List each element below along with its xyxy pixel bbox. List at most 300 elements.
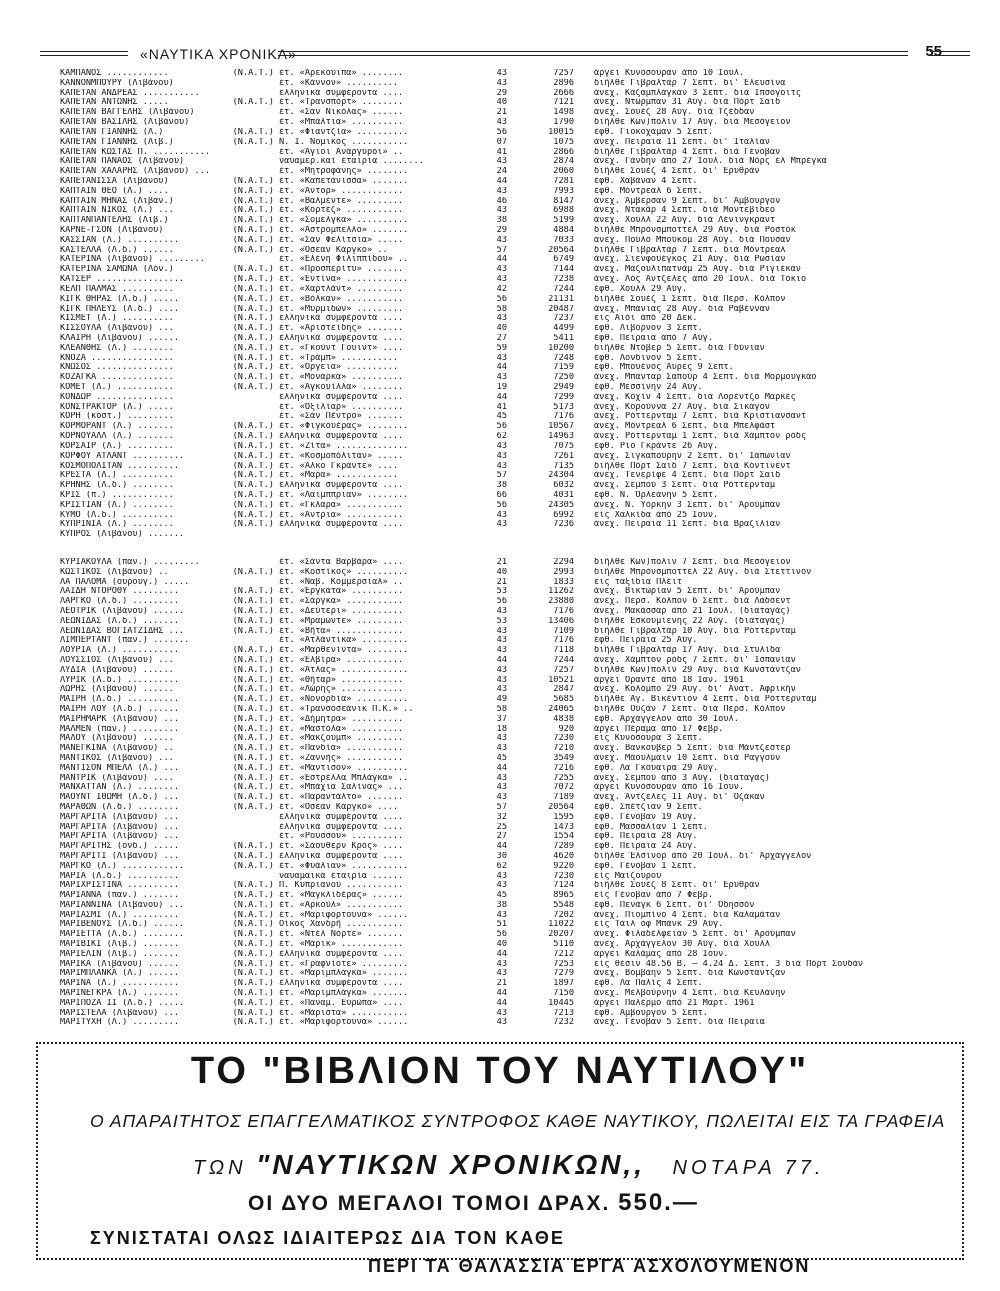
ship-name: ΚΑΠΤΑΙΝ ΝΙΚΟΣ (Λ.) ... bbox=[60, 206, 174, 216]
movement: ἀνεχ. Βανκοῦβερ 5 Σεπτ. διὰ Μάντζεστερ bbox=[594, 744, 791, 754]
movement: ἀνεχ. Καζαμπλάγκαν 3 Σεπτ. διὰ Ἰπσογοΐτς bbox=[594, 88, 801, 98]
table-row bbox=[60, 442, 960, 452]
movement: ἐφθ. Πειραιᾶ 25 Αὐγ. bbox=[594, 636, 698, 646]
ship-name: ΚΥΡΙΑΚΟΥΛΑ (παν.) ......... bbox=[60, 558, 200, 567]
ship-name: ΜΑΡΙΧΡΙΣΤΙΝΑ .......... bbox=[60, 881, 179, 891]
year: 43 bbox=[496, 353, 507, 363]
ad-line-3 bbox=[248, 1189, 699, 1217]
flag-tag: (Ν.Α.Τ.) bbox=[232, 226, 274, 235]
table-row bbox=[60, 363, 960, 373]
tonnage: 8147 bbox=[553, 196, 574, 206]
table-row bbox=[60, 666, 960, 676]
ship-name: ΚΡΗΝΗΣ (Λ.δ.) ........ bbox=[60, 481, 174, 491]
ship-name: ΛΑ ΠΑΛΟΜΑ (ουρουγ.) ..... bbox=[60, 577, 190, 587]
flag-tag: (Ν.Α.Τ.) bbox=[232, 343, 274, 353]
ship-name: ΜΑΡΙΠΟΖΑ ΙΙ (Λ.δ.) ..... bbox=[60, 998, 185, 1008]
year: 43 bbox=[496, 734, 507, 744]
ship-name: ΚΙΣΣΟΥΛΑ (Λιβάνου) ... bbox=[60, 324, 174, 334]
owner: ἐτ. «Μακζουμπ» ......... bbox=[279, 734, 404, 744]
year: 43 bbox=[496, 461, 507, 471]
table-row bbox=[60, 216, 960, 226]
ad-line-4: ΣΥΝΙΣΤΑΤΑΙ ΟΛΩΣ ΙΔΙΑΙΤΕΡΩΣ ΔΙΑ ΤΟΝ ΚΑΘΕ bbox=[90, 1228, 565, 1248]
owner: ἐτ. «Ναβ. Κομμέρσιαλ» .. bbox=[279, 577, 404, 587]
year: 43 bbox=[496, 675, 507, 685]
movement: εἰς Γένοβαν ἀπὸ 7 Φεβρ. bbox=[594, 891, 713, 901]
year: 43 bbox=[496, 206, 507, 216]
year: 43 bbox=[496, 626, 507, 636]
year: 46 bbox=[496, 196, 507, 206]
movement: ἐφθ. Μόντρεαλ 6 Σεπτ. bbox=[594, 186, 703, 196]
table-row bbox=[60, 167, 960, 177]
tonnage: 5173 bbox=[553, 402, 574, 412]
owner: ἐτ. «Μπάλτια» .......... bbox=[279, 118, 404, 128]
owner: ἐτ. «Μαντισον» .......... bbox=[279, 763, 409, 773]
page-number: 55 bbox=[925, 43, 942, 60]
owner: ἐτ. «Παραντάλτο» ....... bbox=[279, 793, 404, 803]
flag-tag: (Ν.Α.Τ.) bbox=[232, 206, 274, 216]
year: 43 bbox=[496, 373, 507, 383]
tonnage: 7261 bbox=[553, 451, 574, 461]
tonnage: 7257 bbox=[553, 69, 574, 78]
tonnage: 13406 bbox=[548, 616, 574, 626]
owner: ἐτ. «Σάντα Βαρβάρα» .... bbox=[279, 558, 404, 567]
tonnage: 5110 bbox=[553, 940, 574, 950]
flag-tag: (Ν.Α.Τ.) bbox=[232, 245, 274, 255]
movement: διῆλθε Σουὲζ 1 Σεπτ. διὰ Περσ. Κόλπον bbox=[594, 294, 786, 304]
table-row bbox=[60, 685, 960, 695]
table-row bbox=[60, 862, 960, 872]
table-row bbox=[60, 832, 960, 842]
ship-name: ΜΑΡΙΤΥΧΗ (Λ.) ......... bbox=[60, 1018, 179, 1028]
year: 56 bbox=[496, 597, 507, 607]
tonnage: 24305 bbox=[548, 500, 574, 510]
owner: ἑλληνικὰ συμφέροντα .... bbox=[279, 812, 404, 822]
year: 43 bbox=[496, 773, 507, 783]
table-row bbox=[60, 587, 960, 597]
table-row bbox=[60, 578, 960, 588]
owner: ἐτ. «Ὀργεια» .......... bbox=[279, 363, 398, 373]
ship-name: ΜΑΝΧΑΤΤΑΝ (Λ.) ........ bbox=[60, 783, 179, 793]
table-row bbox=[60, 646, 960, 656]
ship-name: ΚΑΠΕΤΑΝΙΣΣΑ (Λιβάνου) bbox=[60, 176, 169, 186]
ship-name: ΜΑΡΙΝΕΓΚΡΑ (Λ.) ....... bbox=[60, 989, 179, 999]
year: 27 bbox=[496, 333, 507, 343]
table-row bbox=[60, 393, 960, 403]
movement: διῆλθε Γιβραλτὰρ 7 Σεπτ. διὰ Μόντρεαλ bbox=[594, 245, 786, 255]
year: 43 bbox=[496, 606, 507, 616]
year: 43 bbox=[496, 685, 507, 695]
year: 42 bbox=[496, 284, 507, 294]
tonnage: 7176 bbox=[553, 636, 574, 646]
ship-name: ΚΥΠΡΙΝΙΑ (Λ.) ........ bbox=[60, 520, 174, 530]
table-row bbox=[60, 636, 960, 646]
year: 29 bbox=[496, 226, 507, 235]
owner: ἐτ. «Γκοὺντ Γουϊντ» .... bbox=[279, 343, 404, 353]
movement: ἀνεχ. Ντῶρμπαν 31 Αὐγ. διὰ Πὸρτ Σαΐδ bbox=[594, 98, 781, 108]
table-row bbox=[60, 138, 960, 148]
tonnage: 7212 bbox=[553, 949, 574, 959]
flag-tag: (Ν.Α.Τ.) bbox=[232, 265, 274, 275]
tonnage: 10567 bbox=[548, 422, 574, 432]
flag-tag: (Ν.Α.Τ.) bbox=[232, 655, 274, 665]
owner: ἐτ. «Μονάρκα» .......... bbox=[279, 373, 404, 383]
ship-name: ΚΩΣΤΙΚΟΣ (Λιβάνου) .. bbox=[60, 567, 169, 577]
movement: διῆλθε Μπρόνσμποττελ 29 Αὐγ. διὰ Ροστὸκ bbox=[594, 226, 796, 235]
year: 45 bbox=[496, 753, 507, 763]
flag-tag: (Ν.Α.Τ.) bbox=[232, 616, 274, 626]
owner: ἐτ. «Ἄτλας» ............. bbox=[279, 665, 409, 675]
table-row bbox=[60, 108, 960, 118]
flag-tag: (Ν.Α.Τ.) bbox=[232, 695, 274, 705]
flag-tag: (Ν.Α.Τ.) bbox=[232, 461, 274, 471]
ship-name: ΚΑΠΕΤΑΝ ΒΑΣΙΛΗΣ (Λιβάνου) bbox=[60, 118, 190, 128]
movement: ἐφθ. Ἀρχάγγελον ἀπὸ 30 Ἰουλ. bbox=[594, 714, 739, 724]
owner: ἐτ. «Ὄσεαν Κάργκο» .. bbox=[279, 245, 388, 255]
movement: ἐφθ. Ν. Ὀρλεάνην 5 Σεπτ. bbox=[594, 490, 719, 500]
tonnage: 3549 bbox=[553, 753, 574, 763]
owner: ἐτ. «Ἄλκο Γκράντε» .... bbox=[279, 461, 398, 471]
owner: ἐτ. «Ἐστρέλλα Μπλάγκα» .. bbox=[279, 773, 409, 783]
year: 59 bbox=[496, 343, 507, 353]
table-row bbox=[60, 734, 960, 744]
table-row bbox=[60, 491, 960, 501]
owner: ἐτ. «Ἐντίνα» ............ bbox=[279, 275, 409, 285]
movement: διῆλθε Γιβραλτὰρ 4 Σεπτ. διὰ Γένοβαν bbox=[594, 147, 781, 157]
ship-name: ΜΑΡΙΒΙΚΙ (Λιβ.) ....... bbox=[60, 940, 179, 950]
header-rule-right bbox=[930, 51, 970, 52]
table-row bbox=[60, 793, 960, 803]
movement: ἀνεχ. Πειραιᾶ 11 Σεπτ. δι' Ἰταλίαν bbox=[594, 137, 770, 147]
year: 43 bbox=[496, 665, 507, 675]
tonnage: 20564 bbox=[548, 802, 574, 812]
movement: εἰς Τάϊλ ὀφ Μπάνκ 29 Αὐγ. bbox=[594, 920, 724, 930]
tonnage: 4031 bbox=[553, 490, 574, 500]
tonnage: 6992 bbox=[553, 510, 574, 520]
tonnage: 7257 bbox=[553, 665, 574, 675]
movement: εἰς Μαΐζουρου bbox=[594, 871, 662, 881]
movement: εἰς Κυνόσουρα 3 Σεπτ. bbox=[594, 734, 703, 744]
owner: ἑλληνικὰ συμφέροντα .... bbox=[279, 392, 404, 402]
ad-line-2-pre: ΤΩΝ bbox=[193, 1157, 247, 1179]
flag-tag: (Ν.Α.Τ.) bbox=[232, 333, 274, 343]
owner: ἐτ. «Ἄντορ» ............ bbox=[279, 186, 404, 196]
table-row bbox=[60, 813, 960, 823]
flag-tag: (Ν.Α.Τ.) bbox=[232, 500, 274, 510]
tonnage: 6988 bbox=[553, 206, 574, 216]
flag-tag: (Ν.Α.Τ.) bbox=[232, 587, 274, 597]
movement: ἀνεχ. Φιλαδέλφειαν 5 Σεπτ. δι' Ἀρούμπαν bbox=[594, 930, 796, 940]
table-row bbox=[60, 676, 960, 686]
flag-tag: (Ν.Α.Τ.) bbox=[232, 69, 274, 78]
flag-tag: (Ν.Α.Τ.) bbox=[232, 471, 274, 481]
tonnage: 920 bbox=[558, 724, 574, 734]
ship-name: ΚΟΡΣΑΙΡ (Λ.) ......... bbox=[60, 441, 174, 451]
year: 30 bbox=[496, 851, 507, 861]
flag-tag: (Ν.Α.Τ.) bbox=[232, 930, 274, 940]
year: 44 bbox=[496, 655, 507, 665]
year: 43 bbox=[496, 118, 507, 128]
year: 43 bbox=[496, 235, 507, 245]
year: 45 bbox=[496, 891, 507, 901]
owner: ἐτ. «Σάουθερν Κρός» .... bbox=[279, 842, 404, 852]
ship-name: ΚΙΓΚ ΘΗΡΑΣ (Λ.δ.) ..... bbox=[60, 294, 179, 304]
owner: ἐτ. «Φυάλιαν» ........... bbox=[279, 861, 409, 871]
owner: ἐτ. «Ὄσεαν Κάργκο» .... bbox=[279, 802, 398, 812]
flag-tag: (Ν.Α.Τ.) bbox=[232, 235, 274, 245]
table-row bbox=[60, 305, 960, 315]
flag-tag: (Ν.Α.Τ.) bbox=[232, 842, 274, 852]
ship-name: ΜΑΡΓΑΡΙΤΑ (Λιβάνου) ... bbox=[60, 812, 179, 822]
flag-tag: (Ν.Α.Τ.) bbox=[232, 940, 274, 950]
ship-name: ΚΟΖΑΓΚΑ .............. bbox=[60, 373, 174, 383]
owner: ἐτ. «Κάννον» .......... bbox=[279, 78, 398, 88]
flag-tag: (Ν.Α.Τ.) bbox=[232, 734, 274, 744]
movement: ἐφθ. Λονδῖνον 5 Σεπτ. bbox=[594, 353, 703, 363]
flag-tag: (Ν.Α.Τ.) bbox=[232, 451, 274, 461]
tonnage: 7189 bbox=[553, 793, 574, 803]
header-rule-middle bbox=[278, 51, 908, 52]
table-row bbox=[60, 187, 960, 197]
year: 43 bbox=[496, 744, 507, 754]
ad-address: ΝΟΤΑΡΑ 77. bbox=[672, 1157, 825, 1179]
owner: ἐτ. «Σὰν Νικόλας» ...... bbox=[279, 108, 404, 118]
tonnage: 7213 bbox=[553, 1008, 574, 1018]
ship-name: ΚΥΜΟ (Λ.δ.) .......... bbox=[60, 510, 174, 520]
ship-name: ΚΑΠΕΤΑΝ ΚΩΣΤΑΣ Π. ........... bbox=[60, 147, 211, 157]
tonnage: 2896 bbox=[553, 78, 574, 88]
ship-name: ΜΑΝΕΓΚΙΝΑ (Λιβάνου) .. bbox=[60, 744, 174, 754]
movement: ἀργεῖ Καλάμας ἀπὸ 28 Ἰουν. bbox=[594, 949, 729, 959]
table-row bbox=[60, 383, 960, 393]
year: 41 bbox=[496, 147, 507, 157]
year: 57 bbox=[496, 245, 507, 255]
movement: ἀνεχ. Γένοβαν 5 Σεπτ. διὰ Πειραιᾶ bbox=[594, 1018, 765, 1028]
owner: ἑλληνικὰ συμφέροντα .... bbox=[279, 314, 404, 324]
header-rule-right-2 bbox=[930, 55, 970, 56]
year: 43 bbox=[496, 157, 507, 167]
ship-name: ΚΙΓΚ ΠΗΛΕΥΣ (Λ.δ.) .... bbox=[60, 304, 179, 314]
table-row bbox=[60, 774, 960, 784]
tonnage: 1554 bbox=[553, 832, 574, 842]
ship-name: ΚΝΟΖΑ ................ bbox=[60, 353, 174, 363]
table-row bbox=[60, 148, 960, 158]
tonnage: 4838 bbox=[553, 714, 574, 724]
ship-name: ΚΕΛΠ ΠΑΛΜΑΣ .......... bbox=[60, 284, 174, 294]
year: 07 bbox=[496, 137, 507, 147]
movement: ἐφθ. Μασσαλίαν 1 Σεπτ. bbox=[594, 822, 708, 832]
tonnage: 7244 bbox=[553, 284, 574, 294]
table-row bbox=[60, 462, 960, 472]
movement: διῆλθε Οὐζὰν 7 Σεπτ. διὰ Περσ. Κόλπον bbox=[594, 704, 786, 714]
year: 43 bbox=[496, 793, 507, 803]
year: 56 bbox=[496, 422, 507, 432]
movement: ἀνεχ. Πειραιᾶ 11 Σεπτ. διὰ Βραζιλίαν bbox=[594, 520, 781, 530]
flag-tag: (Ν.Α.Τ.) bbox=[232, 959, 274, 969]
movement: ἀνεχ. Μακάσσαρ ἀπὸ 21 Ἰουλ. (διαταγὰς) bbox=[594, 606, 791, 616]
owner: ἐτ. «Μαριφορτοῦνα» ...... bbox=[279, 1018, 409, 1028]
flag-tag: (Ν.Α.Τ.) bbox=[232, 783, 274, 793]
owner: ἐτ. «Τράμπ» ........... bbox=[279, 353, 398, 363]
owner: ἐτ. «Νονορδία» .......... bbox=[279, 695, 409, 705]
owner: ἐτ. «Σὰν Φελίτσια» ..... bbox=[279, 235, 404, 245]
movement: διῆλθε Γιβραλτὰρ 7 Σεπτ. δι' Ἐλευσίνα bbox=[594, 78, 786, 88]
owner: ἐτ. «Μητροφάνης» ........ bbox=[279, 167, 409, 177]
tonnage: 5548 bbox=[553, 900, 574, 910]
owner: ἐτ. «Δήμητρα» .......... bbox=[279, 714, 404, 724]
table-row bbox=[60, 432, 960, 442]
year: 43 bbox=[496, 646, 507, 656]
ship-name: ΚΑΠΕΤΑΝ ΠΑΝΑΟΣ (Λιβάνου) bbox=[60, 157, 185, 167]
owner: ἑλληνικὰ συμφέροντα .... bbox=[279, 481, 404, 491]
flag-tag: (Ν.Α.Τ.) bbox=[232, 324, 274, 334]
table-row bbox=[60, 823, 960, 833]
owner: ἐτ. «Κορτέζ» ........... bbox=[279, 206, 404, 216]
movement: ἐφθ. Γένοβαν 1 Σεπτ. bbox=[594, 861, 698, 871]
movement: ἐφθ. Ρίο Γκράντε 26 Αὐγ. bbox=[594, 441, 719, 451]
table-row bbox=[60, 969, 960, 979]
ship-name: ΚΑΠΕΤΑΝ ΑΝΤΩΝΗΣ ..... bbox=[60, 98, 169, 108]
tonnage: 4620 bbox=[553, 851, 574, 861]
ship-register-table-bottom bbox=[60, 558, 960, 1028]
tonnage: 1790 bbox=[553, 118, 574, 128]
ship-name: ΚΥΠΡΟΣ (Λιβάνου) ....... bbox=[60, 530, 185, 540]
running-title: «ΝΑΥΤΙΚΑ ΧΡΟΝΙΚΑ» bbox=[140, 46, 297, 62]
year: 44 bbox=[496, 176, 507, 186]
ship-name: ΚΛΑΙΡΗ (Λιβάνου) ...... bbox=[60, 333, 179, 343]
table-row bbox=[60, 764, 960, 774]
tonnage: 7299 bbox=[553, 392, 574, 402]
tonnage: 7993 bbox=[553, 186, 574, 196]
owner: ἐτ. «Βόλκαν» ........... bbox=[279, 294, 404, 304]
year: 43 bbox=[496, 314, 507, 324]
movement: διῆλθε Πὸρτ Σαΐδ 7 Σεπτ. διὰ Κόντινεντ bbox=[594, 461, 791, 471]
tonnage: 7121 bbox=[553, 98, 574, 108]
year: 53 bbox=[496, 616, 507, 626]
movement: ἀνεχ. Βικτώρίαν 5 Σεπτ. δι' Ἀρούμπαν bbox=[594, 587, 781, 597]
movement: ἐφθ. Γιοκοχάμαν 5 Σεπτ. bbox=[594, 127, 713, 137]
ship-name: ΛΕΩΝΙΔΑΣ ΒΟΓΙΑΤΖΙΔΗΣ ... bbox=[60, 626, 185, 636]
owner: ἐτ. «Μαρθενίντα» ........ bbox=[279, 646, 409, 656]
year: 58 bbox=[496, 304, 507, 314]
owner: ἐτ. «Μυρμιδὼν» ......... bbox=[279, 304, 404, 314]
year: 40 bbox=[496, 324, 507, 334]
movement: ἐφθ. Λιβόρνον 3 Σεπτ. bbox=[594, 324, 703, 334]
movement: διῆλθε Ἔλσινορ ἀπὸ 20 Ἰουλ. δι' Ἀρχάγγελον bbox=[594, 851, 812, 861]
flag-tag: (Ν.Α.Τ.) bbox=[232, 373, 274, 383]
tonnage: 2866 bbox=[553, 147, 574, 157]
owner: ἐτ. «Λώρης» ............ bbox=[279, 685, 404, 695]
tonnage: 7033 bbox=[553, 235, 574, 245]
tonnage: 24065 bbox=[548, 704, 574, 714]
movement: διῆλθε Ντόβερ 5 Σεπτ. διὰ Γδύνιαν bbox=[594, 343, 765, 353]
owner: ἐτ. «Μαριμπλάγκα» ....... bbox=[279, 989, 409, 999]
year: 43 bbox=[496, 881, 507, 891]
ship-name: ΜΑΡΙΕΤΤΑ (Λ.δ.) ........ bbox=[60, 930, 185, 940]
flag-tag: (Ν.Α.Τ.) bbox=[232, 275, 274, 285]
year: 53 bbox=[496, 587, 507, 597]
year: 43 bbox=[496, 275, 507, 285]
year: 56 bbox=[496, 930, 507, 940]
flag-tag: (Ν.Α.Τ.) bbox=[232, 851, 274, 861]
movement: ἀνεχ. Σουὲζ 28 Αὐγ. διὰ Τζέδδαν bbox=[594, 108, 755, 118]
year: 66 bbox=[496, 490, 507, 500]
ship-name: ΚΑΠΕΤΑΝ ΑΝΔΡΕΑΣ ........... bbox=[60, 88, 200, 98]
tonnage: 20487 bbox=[548, 304, 574, 314]
ship-name: ΚΑΣΤΕΛΛΑ (Λ.δ.) ...... bbox=[60, 245, 174, 255]
flag-tag: (Ν.Α.Τ.) bbox=[232, 567, 274, 577]
movement: διῆλθε Κων)πολιν 29 Αὐγ. διὰ Κωνστάντζαν bbox=[594, 665, 801, 675]
movement: ἐφθ. Μεσσίνην 24 Αὐγ. bbox=[594, 383, 703, 392]
movement: εἰς ταξίδια Πλέϊτ bbox=[594, 577, 682, 587]
flag-tag: (Ν.Α.Τ.) bbox=[232, 989, 274, 999]
movement: ἀνεχ. Σεμπού ἀπὸ 3 Αὐγ. (διαταγὰς) bbox=[594, 773, 770, 783]
table-row bbox=[60, 979, 960, 989]
owner: ἐτ. «Ἀριστείδης» ....... bbox=[279, 324, 404, 334]
ship-name: ΛΕΩΝΙΔΑΣ (Λ.δ.) ....... bbox=[60, 616, 179, 626]
owner: ἐτ. «Καπετάνισσα» ....... bbox=[279, 176, 409, 186]
movement: ἐφθ. Πενὰγκ 6 Σεπτ. δι' Ὀδησσὸν bbox=[594, 900, 755, 910]
movement: διῆλθε Ἅγ. Βικέντιον 4 Σεπτ. διὰ Ρόττερνταμ bbox=[594, 695, 817, 705]
movement: ἀνεχ. Σεμπού 3 Σεπτ. διὰ Ρόττερνταμ bbox=[594, 481, 776, 491]
ship-name: ΚΙΣΜΕΤ (Λ.) .......... bbox=[60, 314, 174, 324]
owner: ἐτ. «Μαρα» ............ bbox=[279, 471, 398, 481]
flag-tag: (Ν.Α.Τ.) bbox=[232, 284, 274, 294]
owner: ἑλληνικὰ συμφέροντα .... bbox=[279, 979, 404, 989]
flag-tag: (Ν.Α.Τ.) bbox=[232, 1008, 274, 1018]
year: 18 bbox=[496, 724, 507, 734]
ship-name: ΜΑΡΙΑΣΜΙ (Λ.) ......... bbox=[60, 910, 179, 920]
flag-tag: (Ν.Α.Τ.) bbox=[232, 646, 274, 656]
table-row bbox=[60, 157, 960, 167]
movement: ἀνεχ. Μάουλμαιν 10 Σεπτ. διὰ Ραγγοὺν bbox=[594, 753, 781, 763]
owner: ἐτ. «Ἐργκάτα» .......... bbox=[279, 587, 404, 597]
tonnage: 6032 bbox=[553, 481, 574, 491]
owner: ἐτ. «Μαγκλιδέρας» ...... bbox=[279, 891, 404, 901]
table-row bbox=[60, 1018, 960, 1028]
table-row bbox=[60, 206, 960, 216]
owner: ἐτ. «Θῆταρ» ............ bbox=[279, 675, 404, 685]
flag-tag: (Ν.Α.Τ.) bbox=[232, 861, 274, 871]
year: 56 bbox=[496, 294, 507, 304]
owner: Ν. Ι. Νομικὸς ........... bbox=[279, 137, 409, 147]
year: 62 bbox=[496, 432, 507, 442]
movement: ἀνεχ. Μελβούρνην 4 Σεπτ. διὰ Κεϋλάνην bbox=[594, 989, 786, 999]
year: 44 bbox=[496, 363, 507, 373]
year: 19 bbox=[496, 383, 507, 392]
movement: διῆλθε Γιβραλτὰρ 10 Αὐγ. διὰ Ρόττερνταμ bbox=[594, 626, 796, 636]
owner: ἐτ. «Μαριφορτοῦνα» ...... bbox=[279, 910, 409, 920]
ship-name: ΚΑΠΕΤΑΝ ΒΑΓΓΕΛΗΣ (Λιβάνου) bbox=[60, 108, 195, 118]
flag-tag: (Ν.Α.Τ.) bbox=[232, 597, 274, 607]
flag-tag: (Ν.Α.Τ.) bbox=[232, 763, 274, 773]
year: 43 bbox=[496, 186, 507, 196]
owner: ἐτ. «Μαριμπλάγκα» ....... bbox=[279, 969, 409, 979]
tonnage: 7236 bbox=[553, 520, 574, 530]
tonnage: 2874 bbox=[553, 157, 574, 167]
year: 56 bbox=[496, 500, 507, 510]
tonnage: 10015 bbox=[548, 127, 574, 137]
year: 43 bbox=[496, 441, 507, 451]
year: 27 bbox=[496, 832, 507, 842]
tonnage: 5199 bbox=[553, 216, 574, 226]
movement: ἀνεχ. Ἀρχάγγελον 30 Αὐγ. διὰ Χοὐλλ bbox=[594, 940, 770, 950]
owner: ἑλληνικὰ συμφέροντα .... bbox=[279, 822, 404, 832]
owner: ἐτ. «Ὀξιλίαρ» .......... bbox=[279, 402, 404, 412]
year: 44 bbox=[496, 842, 507, 852]
owner: ἐτ. «Μάριστα» ........... bbox=[279, 1008, 409, 1018]
movement: εἰς Ἀϊὸϊ ἀπὸ 20 Δεκ. bbox=[594, 314, 698, 324]
tonnage: 1595 bbox=[553, 812, 574, 822]
